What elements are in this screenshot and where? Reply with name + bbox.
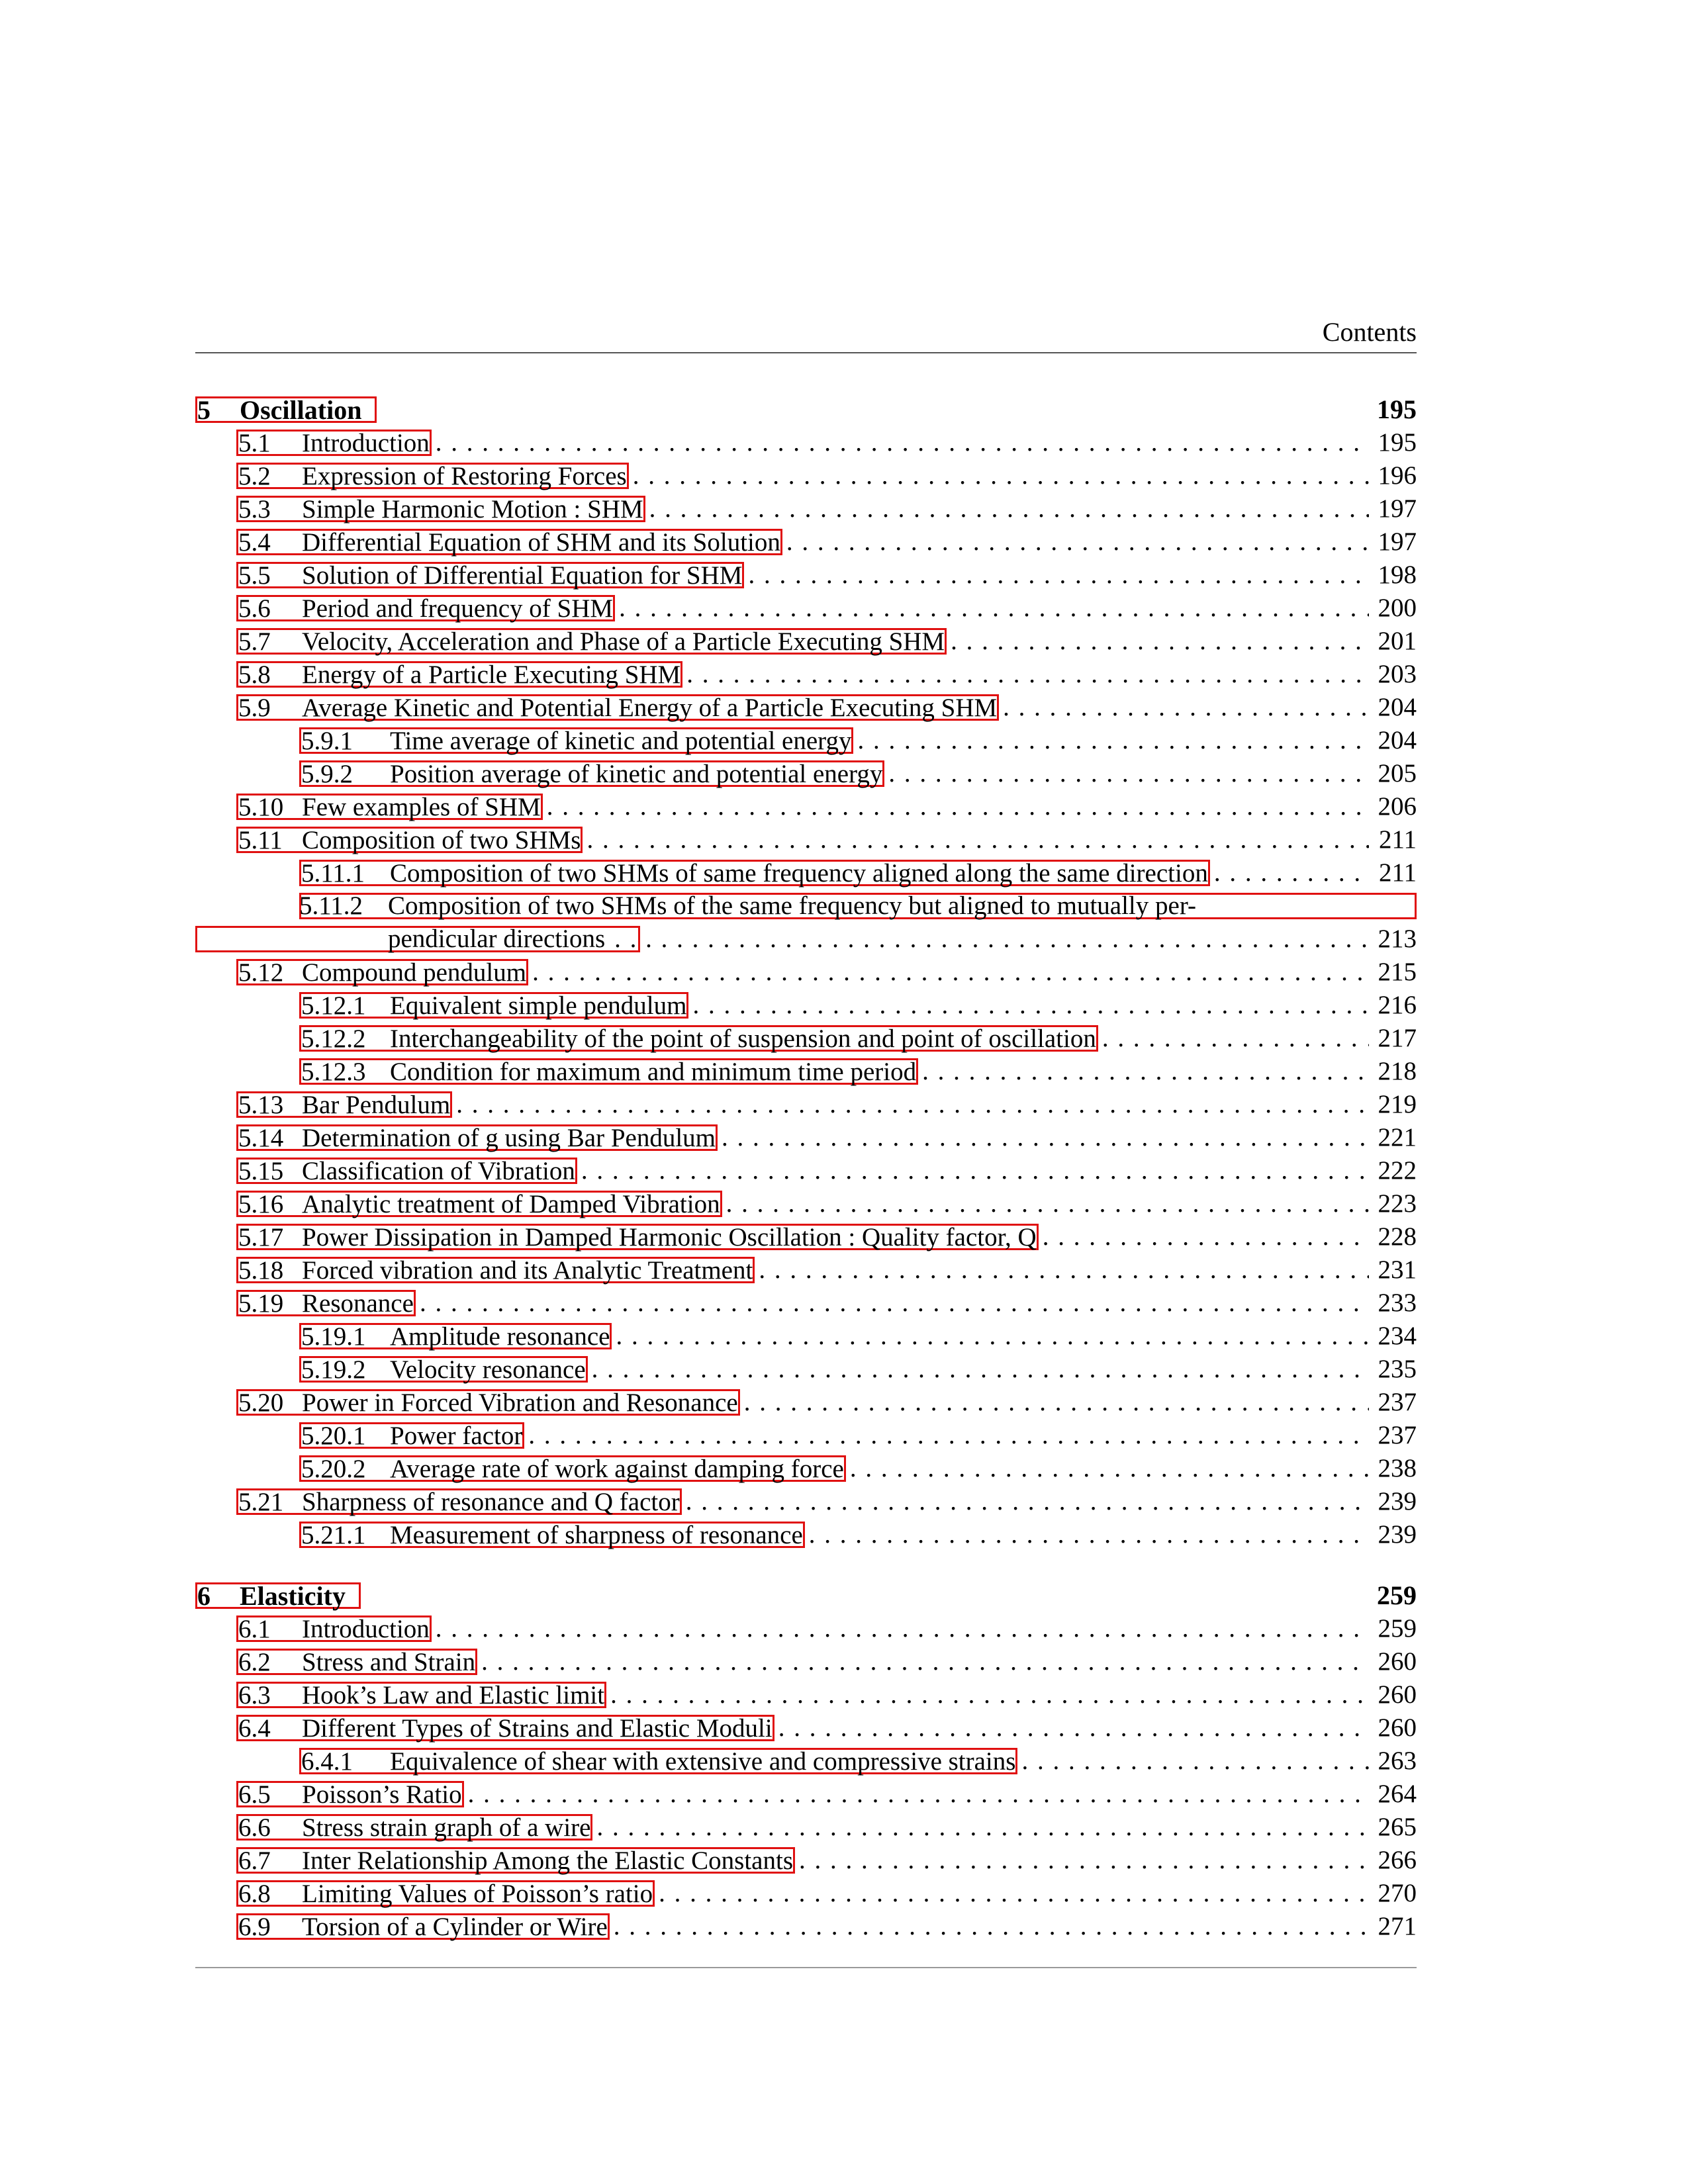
entry-link[interactable] [236, 1913, 610, 1940]
entry-page-number: 260 [1378, 1680, 1417, 1709]
entry-page-number: 200 [1378, 594, 1417, 622]
entry-title: Inter Relationship Among the Elastic Constants [302, 1846, 793, 1875]
dot-leader [610, 1910, 1369, 1943]
entry-link[interactable] [299, 1422, 524, 1449]
entry-page-number: 213 [1378, 925, 1417, 953]
toc-entry [195, 658, 1417, 691]
entry-link[interactable] [236, 463, 629, 489]
entry-page-number: 260 [1378, 1647, 1417, 1676]
entry-link[interactable] [299, 1323, 612, 1349]
toc-entry [195, 724, 1417, 757]
entry-page-number: 218 [1378, 1057, 1417, 1085]
toc-entry [195, 757, 1417, 790]
entry-page-number: 195 [1378, 428, 1417, 457]
entry-link[interactable] [236, 1488, 682, 1515]
dot-leader [1039, 1220, 1369, 1253]
entry-title: Amplitude resonance [390, 1322, 610, 1351]
dot-leader [1017, 1745, 1369, 1778]
toc-entry [195, 1452, 1417, 1485]
dot-leader [682, 658, 1369, 691]
toc-entry [195, 1320, 1417, 1353]
entry-number: 5.20.2 [301, 1455, 366, 1483]
toc-entry [195, 856, 1417, 889]
toc-entry [195, 492, 1417, 525]
entry-link[interactable] [299, 1522, 805, 1548]
entry-link[interactable] [299, 860, 1210, 886]
entry-link[interactable] [236, 562, 744, 588]
entry-page-number: 239 [1378, 1520, 1417, 1549]
entry-number: 5.12.3 [301, 1058, 366, 1086]
entry-title: Classification of Vibration [302, 1157, 575, 1185]
toc-entry [195, 691, 1417, 724]
entry-number: 5.6 [238, 594, 271, 623]
entry-link[interactable] [236, 1781, 464, 1807]
entry-title: Equivalence of shear with extensive and compressive strains [390, 1747, 1016, 1776]
entry-title: Introduction [302, 429, 430, 457]
entry-title: Resonance [302, 1289, 414, 1318]
toc-entry [195, 1121, 1417, 1154]
entry-number: 5.12.2 [301, 1024, 366, 1053]
toc-entry [195, 1778, 1417, 1811]
entry-title: Average rate of work against damping force [390, 1455, 844, 1483]
entry-number: 5.12.1 [301, 991, 366, 1020]
chapter-title: Oscillation [240, 395, 362, 425]
entry-number: 5.16 [238, 1190, 284, 1218]
entry-page-number: 266 [1378, 1846, 1417, 1874]
entry-page-number: 196 [1378, 461, 1417, 490]
dot-leader [432, 426, 1369, 459]
entry-link[interactable] [236, 1290, 416, 1316]
dot-leader [740, 1386, 1369, 1419]
toc-entry [195, 1518, 1417, 1551]
entry-number: 5.9 [238, 694, 271, 722]
entry-link[interactable] [236, 496, 645, 522]
dot-leader [688, 989, 1369, 1022]
entry-link[interactable] [299, 727, 853, 754]
entry-link[interactable] [236, 1715, 774, 1741]
entry-number: 6.9 [238, 1913, 271, 1941]
entry-page-number: 238 [1378, 1454, 1417, 1482]
entry-page-number: 237 [1378, 1421, 1417, 1449]
toc-entry [195, 1844, 1417, 1877]
entry-link[interactable] [236, 1847, 795, 1874]
entry-number: 5.17 [238, 1223, 284, 1251]
chapter-page-number: 195 [1377, 394, 1417, 424]
entry-page-number: 222 [1378, 1156, 1417, 1185]
dot-leader [605, 923, 1369, 956]
entry-title: Different Types of Strains and Elastic Moduli [302, 1714, 773, 1743]
entry-link[interactable] [236, 595, 615, 621]
entry-link[interactable] [236, 430, 432, 456]
entry-page-number: 215 [1378, 958, 1417, 986]
chapter-link[interactable] [195, 396, 377, 423]
chapter-number: 5 [197, 395, 211, 425]
footer-rule [195, 1967, 1417, 1968]
dot-leader [477, 1645, 1369, 1678]
toc-entry [195, 1910, 1417, 1943]
entry-title: Composition of two SHMs of the same frequency but aligned to mutually per- [388, 891, 1197, 920]
entry-number: 5.11 [238, 826, 283, 854]
entry-link[interactable] [236, 1682, 606, 1708]
entry-number: 6.6 [238, 1813, 271, 1842]
dot-leader [615, 592, 1369, 625]
toc-entry [195, 1485, 1417, 1518]
dot-leader [464, 1778, 1369, 1811]
toc-entry [195, 1811, 1417, 1844]
entry-number: 5.9.2 [301, 760, 353, 788]
entry-link[interactable] [236, 1191, 722, 1217]
entry-number: 5.5 [238, 561, 271, 590]
entry-line [299, 889, 1196, 923]
entry-number: 5.2 [238, 462, 271, 490]
dot-leader [629, 459, 1369, 492]
toc-entry [195, 1745, 1417, 1778]
dot-leader [583, 823, 1369, 856]
entry-page-number: 271 [1378, 1912, 1417, 1940]
dot-leader [846, 1452, 1369, 1485]
dot-leader [655, 1877, 1369, 1910]
dot-leader [588, 1353, 1369, 1386]
toc-entry [195, 1154, 1417, 1187]
dot-leader [606, 1678, 1369, 1711]
entry-page-number: 211 [1378, 825, 1417, 854]
chapter-title: Elasticity [240, 1581, 346, 1611]
entry-page-number: 233 [1378, 1289, 1417, 1317]
entry-page-number: 217 [1378, 1024, 1417, 1052]
dot-leader [774, 1711, 1369, 1745]
entry-title: Power Dissipation in Damped Harmonic Oscillation : Quality factor, Q [302, 1223, 1037, 1251]
dot-leader [452, 1088, 1369, 1121]
entry-number: 5.18 [238, 1256, 284, 1285]
entry-title: Stress and Strain [302, 1648, 476, 1676]
entry-number: 5.8 [238, 660, 271, 689]
entry-number: 5.9.1 [301, 727, 353, 755]
entry-title: Condition for maximum and minimum time period [390, 1058, 917, 1086]
entry-link[interactable] [299, 1058, 918, 1085]
entry-title: Velocity, Acceleration and Phase of a Particle Executing SHM [302, 627, 945, 656]
toc-entry [195, 889, 1417, 956]
entry-title: Sharpness of resonance and Q factor [302, 1488, 680, 1516]
toc-entry [195, 1187, 1417, 1220]
entry-link[interactable] [236, 1224, 1039, 1250]
entry-page-number: 198 [1378, 561, 1417, 589]
entry-title: Composition of two SHMs of same frequency aligned along the same direction [390, 859, 1208, 887]
entry-page-number: 216 [1378, 991, 1417, 1019]
dot-leader [853, 724, 1369, 757]
entry-title: Determination of g using Bar Pendulum [302, 1124, 716, 1152]
chapter-heading [195, 1579, 1417, 1612]
entry-number: 5.14 [238, 1124, 284, 1152]
dot-leader [432, 1612, 1369, 1645]
entry-title: Interchangeability of the point of suspension and point of oscillation [390, 1024, 1096, 1053]
dot-leader [592, 1811, 1369, 1844]
entry-number: 5.15 [238, 1157, 284, 1185]
entry-number: 6.2 [238, 1648, 271, 1676]
entry-title: Poisson’s Ratio [302, 1780, 462, 1809]
toc-entry [195, 1877, 1417, 1910]
entry-number: 5.20.1 [301, 1422, 366, 1450]
toc-entry [195, 989, 1417, 1022]
dot-leader [755, 1253, 1369, 1287]
entry-number: 6.8 [238, 1880, 271, 1908]
entry-title: Simple Harmonic Motion : SHM [302, 495, 643, 523]
entry-title: Composition of two SHMs [302, 826, 581, 854]
entry-title: Time average of kinetic and potential energy [390, 727, 852, 755]
entry-link[interactable] [299, 760, 884, 787]
toc-entry [195, 823, 1417, 856]
entry-page-number: 264 [1378, 1780, 1417, 1808]
toc-entry [195, 625, 1417, 658]
entry-number: 5.1 [238, 429, 271, 457]
entry-page-number: 237 [1378, 1388, 1417, 1416]
dot-leader [1210, 856, 1369, 889]
entry-number: 6.7 [238, 1846, 271, 1875]
entry-title: Few examples of SHM [302, 793, 541, 821]
entry-title: Limiting Values of Poisson’s ratio [302, 1880, 653, 1908]
entry-title: Position average of kinetic and potential energy [390, 760, 883, 788]
entry-number: 5.3 [238, 495, 271, 523]
dot-leader [645, 492, 1369, 525]
entry-link[interactable] [299, 1748, 1017, 1774]
entry-title: Average Kinetic and Potential Energy of a Particle Executing SHM [302, 694, 998, 722]
entry-title: Forced vibration and its Analytic Treatment [302, 1256, 753, 1285]
entry-page-number: 228 [1378, 1222, 1417, 1251]
entry-link[interactable] [236, 694, 999, 721]
entry-page-number: 259 [1378, 1614, 1417, 1643]
dot-leader [682, 1485, 1369, 1518]
entry-page-number: 270 [1378, 1879, 1417, 1907]
entry-page-number: 234 [1378, 1322, 1417, 1350]
entry-title: Energy of a Particle Executing SHM [302, 660, 681, 689]
entry-link[interactable] [236, 661, 682, 688]
entry-title: Hook’s Law and Elastic limit [302, 1681, 605, 1709]
entry-link[interactable] [236, 1615, 432, 1642]
dot-leader [718, 1121, 1369, 1154]
entry-title: Period and frequency of SHM [302, 594, 614, 623]
entry-title: Stress strain graph of a wire [302, 1813, 591, 1842]
entry-number: 5.19 [238, 1289, 284, 1318]
entry-title: Measurement of sharpness of resonance [390, 1521, 803, 1549]
toc-entry [195, 459, 1417, 492]
entry-title: Velocity resonance [390, 1355, 586, 1384]
toc-entry [195, 1419, 1417, 1452]
chapter-link[interactable] [195, 1582, 361, 1609]
dot-leader [524, 1419, 1369, 1452]
entry-number: 5.20 [238, 1388, 284, 1417]
entry-number: 5.13 [238, 1091, 284, 1119]
table-of-contents [195, 393, 1417, 1943]
dot-leader [782, 525, 1369, 559]
chapter-heading [195, 393, 1417, 426]
header-rule [195, 352, 1417, 353]
entry-number: 6.4 [238, 1714, 271, 1743]
entry-page-number: 211 [1378, 858, 1417, 887]
dot-leader [947, 625, 1369, 658]
dot-leader [918, 1055, 1369, 1088]
dot-leader [722, 1187, 1369, 1220]
entry-link[interactable] [236, 1814, 592, 1841]
dot-leader [577, 1154, 1369, 1187]
entry-link[interactable] [299, 1455, 846, 1482]
chapter-page-number: 259 [1377, 1580, 1417, 1610]
entry-link[interactable] [236, 959, 528, 985]
entry-link[interactable] [236, 1124, 718, 1151]
entry-number: 5.19.2 [301, 1355, 366, 1384]
toc-entry [195, 1088, 1417, 1121]
entry-page-number: 197 [1378, 494, 1417, 523]
entry-link[interactable] [299, 992, 688, 1019]
entry-page-number: 201 [1378, 627, 1417, 655]
entry-link[interactable] [236, 1880, 655, 1907]
entry-title: Power factor [390, 1422, 523, 1450]
entry-number: 6.5 [238, 1780, 271, 1809]
entry-page-number: 260 [1378, 1713, 1417, 1742]
entry-page-number: 231 [1378, 1255, 1417, 1284]
toc-entry [195, 1022, 1417, 1055]
toc-entry [195, 1353, 1417, 1386]
entry-number: 5.10 [238, 793, 284, 821]
entry-link[interactable] [299, 1356, 588, 1383]
toc-entry [195, 1220, 1417, 1253]
entry-page-number: 204 [1378, 693, 1417, 721]
entry-link[interactable] [236, 794, 543, 820]
entry-title: Torsion of a Cylinder or Wire [302, 1913, 608, 1941]
toc-entry [195, 592, 1417, 625]
entry-link[interactable] [236, 1649, 477, 1675]
toc-entry [195, 1386, 1417, 1419]
entry-link[interactable] [236, 1257, 755, 1283]
toc-entry [195, 1287, 1417, 1320]
entry-number: 5.11.1 [301, 859, 365, 887]
dot-leader [543, 790, 1369, 823]
toc-entry [195, 956, 1417, 989]
dot-leader [612, 1320, 1369, 1353]
entry-page-number: 223 [1378, 1189, 1417, 1218]
entry-page-number: 265 [1378, 1813, 1417, 1841]
entry-number: 5.21.1 [301, 1521, 366, 1549]
dot-leader [1098, 1022, 1369, 1055]
toc-entry [195, 1612, 1417, 1645]
entry-page-number: 221 [1378, 1123, 1417, 1152]
dot-leader [805, 1518, 1369, 1551]
dot-leader [884, 757, 1369, 790]
toc-entry [195, 1253, 1417, 1287]
entry-link[interactable] [236, 827, 583, 853]
entry-title: Power in Forced Vibration and Resonance [302, 1388, 738, 1417]
toc-entry [195, 1711, 1417, 1745]
entry-title-continued: pendicular directions [388, 925, 606, 953]
entry-number: 5.12 [238, 958, 284, 987]
running-header: Contents [1322, 317, 1417, 347]
entry-title: Expression of Restoring Forces [302, 462, 627, 490]
entry-number: 6.3 [238, 1681, 271, 1709]
entry-page-number: 203 [1378, 660, 1417, 688]
entry-page-number: 235 [1378, 1355, 1417, 1383]
entry-page-number: 239 [1378, 1487, 1417, 1516]
entry-page-number: 204 [1378, 726, 1417, 754]
entry-number: 5.21 [238, 1488, 284, 1516]
toc-entry [195, 1645, 1417, 1678]
entry-link[interactable] [236, 1158, 577, 1184]
toc-entry [195, 1678, 1417, 1711]
dot-leader [744, 559, 1369, 592]
entry-title: Differential Equation of SHM and its Solution [302, 528, 780, 557]
entry-number: 5.4 [238, 528, 271, 557]
entry-number: 6.1 [238, 1615, 271, 1643]
toc-entry [195, 426, 1417, 459]
entry-page-number: 219 [1378, 1090, 1417, 1118]
dot-leader [416, 1287, 1369, 1320]
entry-title: Bar Pendulum [302, 1091, 451, 1119]
entry-title: Introduction [302, 1615, 430, 1643]
entry-number: 5.19.1 [301, 1322, 366, 1351]
entry-link[interactable] [299, 1025, 1098, 1052]
entry-title: Solution of Differential Equation for SHM [302, 561, 743, 590]
entry-number: 5.11.2 [299, 891, 363, 920]
chapter-number: 6 [197, 1581, 211, 1611]
toc-entry [195, 790, 1417, 823]
entry-number: 6.4.1 [301, 1747, 353, 1776]
dot-leader [795, 1844, 1369, 1877]
entry-page-number: 263 [1378, 1747, 1417, 1775]
dot-leader [999, 691, 1369, 724]
toc-entry [195, 559, 1417, 592]
dot-leader [528, 956, 1369, 989]
entry-title: Compound pendulum [302, 958, 527, 987]
entry-link[interactable] [236, 529, 782, 555]
entry-link[interactable] [236, 1091, 452, 1118]
toc-entry [195, 525, 1417, 559]
entry-title: Equivalent simple pendulum [390, 991, 687, 1020]
entry-link[interactable] [236, 1389, 740, 1416]
entry-page-number: 205 [1378, 759, 1417, 788]
entry-title: Analytic treatment of Damped Vibration [302, 1190, 720, 1218]
entry-page-number: 197 [1378, 527, 1417, 556]
entry-line [388, 923, 1417, 956]
toc-entry [195, 1055, 1417, 1088]
entry-page-number: 206 [1378, 792, 1417, 821]
entry-link[interactable] [236, 628, 947, 655]
entry-number: 5.7 [238, 627, 271, 656]
